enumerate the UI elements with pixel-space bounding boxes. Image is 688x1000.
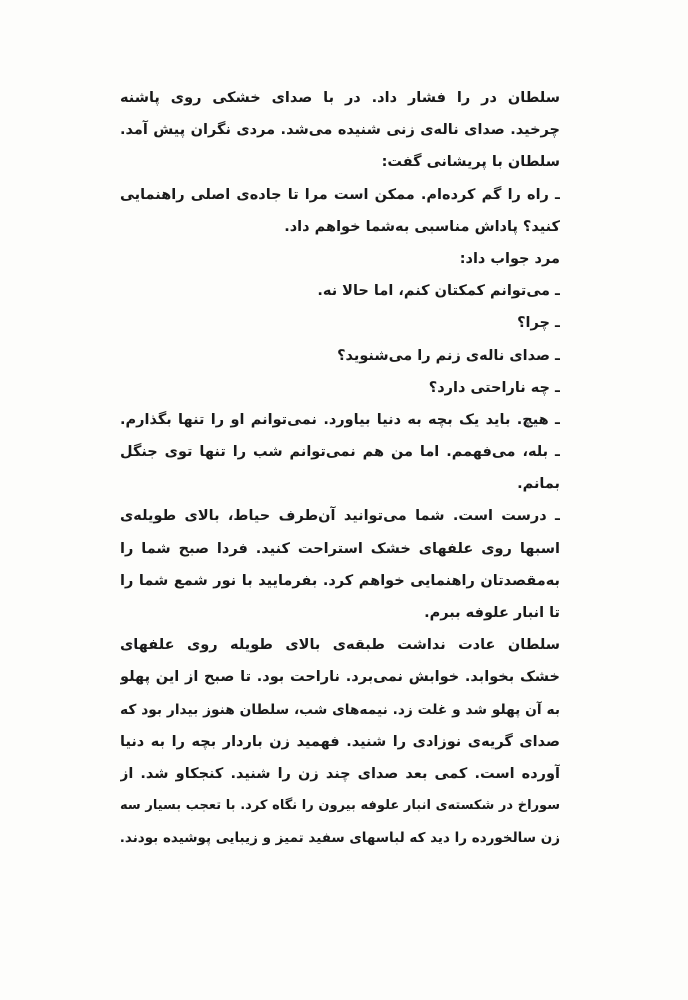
text-line: ـ هیچ. باید یک بچه به دنیا بیاورد. نمی‌توانم او را تنها بگذارم. — [120, 411, 560, 428]
text-line: چرخید. صدای ناله‌ی زنی شنیده می‌شد. مردی نگران پیش آمد. — [120, 122, 560, 139]
text-line: اسبها روی علفهای خشک استراحت کنید. فردا صبح شما را — [120, 540, 560, 557]
text-line: مرد جواب داد: — [459, 250, 560, 267]
text-line: ـ صدای ناله‌ی زنم را می‌شنوید؟ — [337, 347, 560, 364]
text-line: ـ راه را گم کرده‌ام. ممکن است مرا تا جاده‌ی اصلی راهنمایی — [120, 186, 560, 203]
text-line: زن سالخورده را دید که لباسهای سفید تمیز و زیبایی پوشیده بودند. — [120, 830, 560, 847]
text-line: تا انبار علوفه ببرم. — [424, 605, 560, 621]
text-line: سلطان در را فشار داد. در با صدای خشکی روی پاشنه — [120, 90, 560, 106]
text-line: ـ می‌توانم کمکتان کنم، اما حالا نه. — [317, 283, 560, 300]
text-line: ـ درست است. شما می‌توانید آن‌طرف حیاط، بالای طویله‌ی — [120, 508, 560, 525]
text-line: به‌مقصدتان راهنمایی خواهم کرد. بفرمایید با نور شمع شما را — [120, 572, 560, 589]
text-line: سلطان با پریشانی گفت: — [381, 154, 560, 171]
text-line: سوراخ در شکسته‌ی انبار علوفه بیرون را نگاه کرد. با تعجب بسیار سه — [120, 798, 560, 814]
text-line: کنید؟ پاداش مناسبی به‌شما خواهم داد. — [284, 218, 560, 235]
text-line: آورده است. کمی بعد صدای چند زن را شنید. کنجکاو شد. از — [120, 765, 560, 782]
text-line: ـ چه ناراحتی دارد؟ — [428, 379, 560, 396]
text-line: خشک بخوابد. خوابش نمی‌برد. ناراحت بود. تا صبح از این پهلو — [120, 669, 560, 686]
text-line: ـ چرا؟ — [517, 315, 560, 332]
text-line: ـ بله، می‌فهمم. اما من هم نمی‌توانم شب را تنها توی جنگل — [120, 444, 560, 461]
text-line: سلطان عادت نداشت طبقه‌ی بالای طویله روی علفهای — [120, 637, 560, 654]
story-text — [120, 82, 560, 855]
text-line: به آن پهلو شد و غلت زد. نیمه‌های شب، سلطان هنوز بیدار بود که — [120, 701, 560, 718]
text-line: صدای گریه‌ی نوزادی را شنید. فهمید زن باردار بچه را به دنیا — [120, 733, 560, 750]
text-line: بمانم. — [517, 476, 560, 493]
